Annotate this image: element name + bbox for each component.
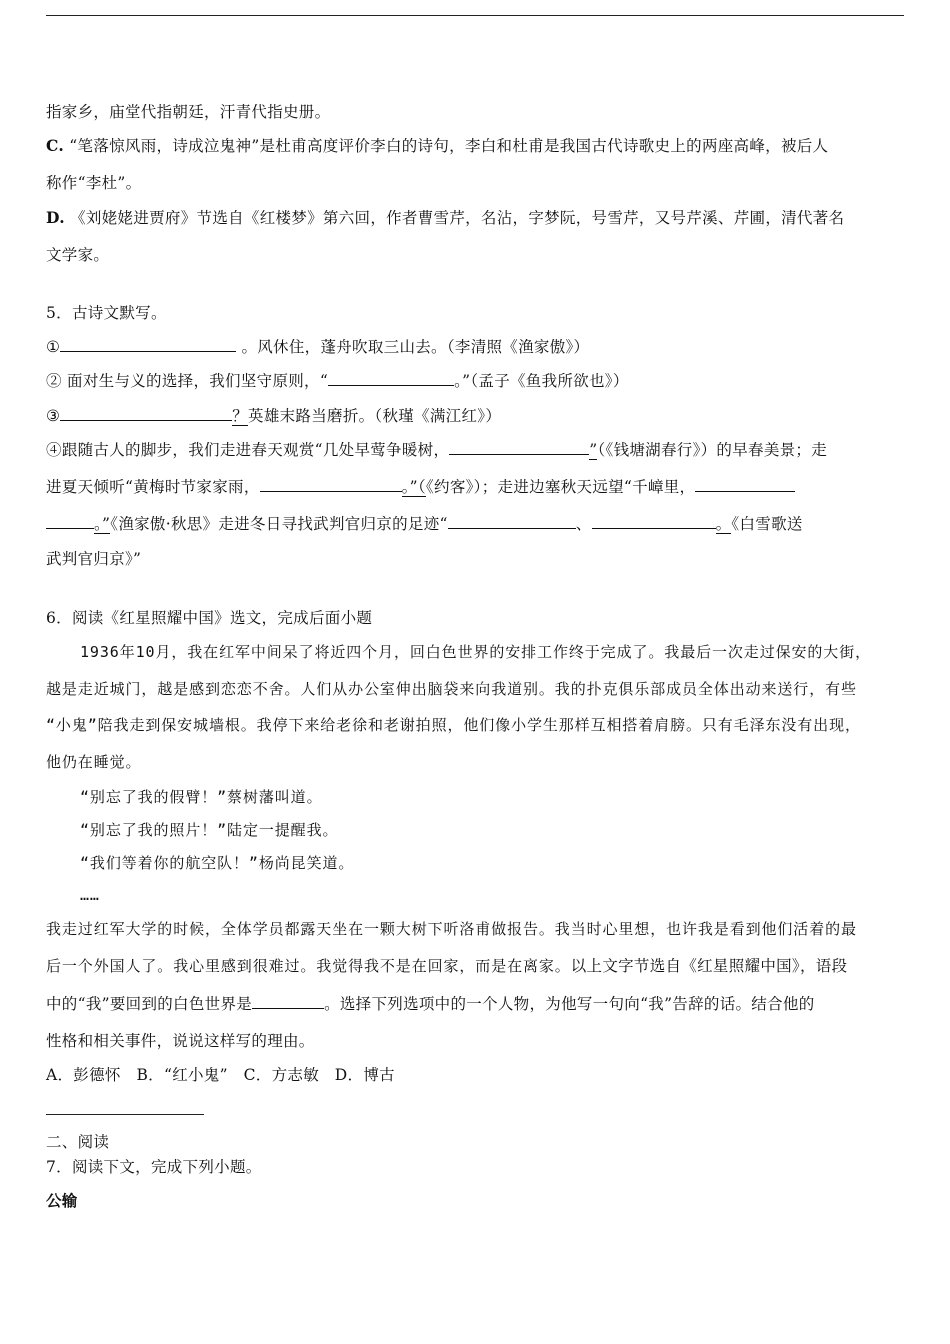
q7-title: 7．阅读下文，完成下列小题。 bbox=[46, 1158, 262, 1176]
q5-item-4-cont-1: 进夏天倾听“黄梅时节家家雨， 。”（《约客》）；走进边塞秋天远望“千嶂里， bbox=[46, 475, 795, 498]
q5-title: 5．古诗文默写。 bbox=[46, 304, 167, 322]
q6-title: 6．阅读《红星照耀中国》选文，完成后面小题 bbox=[46, 609, 373, 627]
passage-line-5: 我走过红军大学的时候，全体学员都露天坐在一颗大树下听洛甫做报告。我当时心里想，也许我是看到他们活着的最 bbox=[46, 920, 857, 938]
passage-title: 公输 bbox=[46, 1191, 78, 1210]
q5-item-2: ② 面对生与义的选择，我们坚守原则，“ 。”（孟子《鱼我所欲也》） bbox=[46, 369, 629, 392]
q5-item-3: ③ ？英雄末路当磨折。（秋瑾《满江红》） bbox=[46, 404, 501, 427]
passage-line-2: 越是走近城门，越是感到恋恋不舍。人们从办公室伸出脑袋来向我道别。我的扑克俱乐部成员全体出动来送行，有些 bbox=[46, 680, 857, 698]
blank-8[interactable] bbox=[592, 512, 716, 529]
q5-item-4-cont-2: 。”《渔家傲·秋思》走进冬日寻找武判官归京的足迹“ 、 。《白雪歌送 bbox=[46, 512, 803, 535]
blank-3[interactable] bbox=[60, 404, 232, 421]
quote-3: “我们等着你的航空队！”杨尚昆笑道。 bbox=[80, 854, 355, 872]
section-heading: 二、阅读 bbox=[46, 1133, 110, 1151]
q5-item-4-cont-3: 武判官归京》” bbox=[46, 550, 142, 568]
q4-option-a-tail: 指家乡，庙堂代指朝廷，汗青代指史册。 bbox=[46, 103, 331, 121]
q4-option-c-cont: 称作“李杜”。 bbox=[46, 174, 142, 192]
passage-line-6: 后一个外国人了。我心里感到很难过。我觉得我不是在回家，而是在离家。以上文字节选自《红星照耀中国》，语段 bbox=[46, 957, 848, 975]
blank-5[interactable] bbox=[260, 475, 402, 492]
q5-item-1: ① 。风休住，蓬舟吹取三山去。（李清照《渔家傲》） bbox=[46, 335, 589, 358]
blank-7[interactable] bbox=[448, 512, 576, 529]
blank-1[interactable] bbox=[60, 335, 236, 352]
q5-item-4: ④跟随古人的脚步，我们走进春天观赏“几处早莺争暖树， ”（《钱塘湖春行》）的早春美景；走 bbox=[46, 438, 827, 461]
quote-1: “别忘了我的假臂！”蔡树藩叫道。 bbox=[80, 788, 323, 806]
answer-rule bbox=[46, 1114, 204, 1115]
q6-question: 中的“我”要回到的白色世界是 。选择下列选项中的一个人物，为他写一句向“我”告辞的话。结合他的 bbox=[46, 992, 815, 1015]
passage-line-4: 他仍在睡觉。 bbox=[46, 753, 142, 771]
quote-2: “别忘了我的照片！”陆定一提醒我。 bbox=[80, 821, 339, 839]
blank-2[interactable] bbox=[328, 369, 454, 386]
passage-line-1: 1936年10月，我在红军中间呆了将近四个月，回白色世界的安排工作终于完成了。我最后一次走过保安的大街， bbox=[80, 643, 871, 661]
q4-option-d-cont: 文学家。 bbox=[46, 246, 110, 264]
blank-white-world[interactable] bbox=[252, 992, 324, 1009]
ellipsis: …… bbox=[80, 886, 100, 904]
q6-options: A．彭德怀 B．“红小鬼” C．方志敏 D．博古 bbox=[46, 1066, 395, 1084]
blank-4[interactable] bbox=[449, 438, 589, 455]
q4-option-c: C. “笔落惊风雨，诗成泣鬼神”是杜甫高度评价李白的诗句，李白和杜甫是我国古代诗歌史上的两座高峰，被后人 bbox=[46, 136, 829, 155]
blank-6-cont[interactable] bbox=[46, 512, 94, 529]
passage-line-3: “小鬼”陪我走到保安城墙根。我停下来给老徐和老谢拍照，他们像小学生那样互相搭着肩膀。只有毛泽东没有出现， bbox=[46, 716, 861, 734]
header-rule bbox=[46, 15, 904, 16]
q4-option-d: D. 《刘姥姥进贾府》节选自《红楼梦》第六回，作者曹雪芹，名沾，字梦阮，号雪芹，又号芹溪、芹圃，清代著名 bbox=[46, 208, 845, 227]
q6-question-cont: 性格和相关事件，说说这样写的理由。 bbox=[46, 1032, 315, 1050]
blank-6[interactable] bbox=[695, 475, 795, 492]
